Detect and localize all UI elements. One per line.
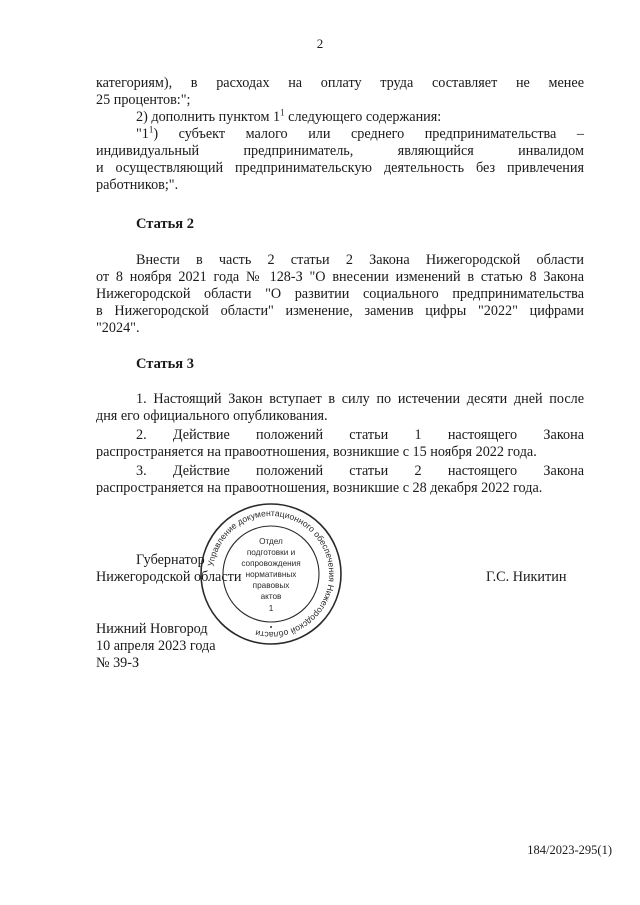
- article-3-p3-line-1: 3. Действие положений статьи 2 настоящего Закона: [136, 463, 584, 479]
- stamp-center-line: правовых: [252, 581, 290, 590]
- intro-line-1: категориям), в расходах на оплату труда составляет не менее: [96, 75, 584, 91]
- article-3-p2-line-1: 2. Действие положений статьи 1 настоящего Закона: [136, 427, 584, 443]
- signature-title-line-1: Губернатор: [136, 552, 205, 568]
- quote-line-3: и осуществляющий предпринимательскую деятельность без привлечения: [96, 160, 584, 176]
- stamp-center-line: сопровождения: [241, 559, 301, 568]
- article-2-line-3: Нижегородской области "О развитии социального предпринимательства: [96, 286, 584, 302]
- signature-title-line-2: Нижегородской области: [96, 569, 242, 585]
- article-2-line-5: "2024".: [96, 320, 140, 336]
- official-stamp: [199, 502, 343, 646]
- footer-city: Нижний Новгород: [96, 621, 208, 637]
- article-3-p2-line-2: распространяется на правоотношения, возникшие с 15 ноября 2022 года.: [96, 444, 537, 460]
- document-code: 184/2023-295(1): [527, 843, 612, 857]
- article-2-body: [96, 252, 584, 337]
- article-3-body: [96, 391, 584, 497]
- stamp-number: 1: [268, 604, 274, 613]
- stamp-center-line: Отдел: [259, 537, 283, 546]
- stamp-center-line: подготовки и: [246, 548, 296, 557]
- quote-line-1: "$1^1$) субъект малого или среднего предпринимательства –: [136, 124, 584, 142]
- article-3-heading: Статья 3: [136, 356, 194, 372]
- article-3-p1-line-2: дня его официального опубликования.: [96, 408, 328, 424]
- intro-section: [96, 75, 584, 194]
- article-2-line-1: Внести в часть 2 статьи 2 Закона Нижегородской области: [136, 252, 584, 268]
- footer-number: № 39-З: [96, 655, 140, 671]
- intro-line-2: 25 процентов:";: [96, 92, 191, 108]
- article-2-line-2: от 8 ноября 2021 года № 128-З "О внесении изменений в статью 8 Закона: [96, 269, 584, 285]
- quote-line-4: работников;".: [96, 177, 179, 193]
- stamp-ring-text: Управление документационного обеспечения Нижегородской области: [205, 507, 338, 641]
- page-number: 2: [316, 36, 324, 51]
- article-2-heading: Статья 2: [136, 216, 194, 232]
- footer-block: [96, 621, 216, 672]
- footer-date: 10 апреля 2023 года: [96, 638, 216, 654]
- stamp-center-text: [241, 537, 300, 613]
- item-2-line: 2) дополнить пунктом $1^1$ следующего содержания:: [136, 107, 442, 125]
- signature-name: Г.С. Никитин: [486, 569, 567, 585]
- stamp-star-icon: •: [269, 623, 273, 632]
- stamp-center-line: нормативных: [245, 570, 297, 579]
- stamp-center-line: актов: [260, 592, 282, 601]
- article-3-p3-line-2: распространяется на правоотношения, возникшие с 28 декабря 2022 года.: [96, 480, 543, 496]
- quote-line-2: индивидуальный предприниматель, являющийся инвалидом: [96, 143, 584, 159]
- article-2-line-4: в Нижегородской области" изменение, заменив цифры "2022" цифрами: [96, 303, 584, 319]
- article-3-p1-line-1: 1. Настоящий Закон вступает в силу по истечении десяти дней после: [136, 391, 584, 407]
